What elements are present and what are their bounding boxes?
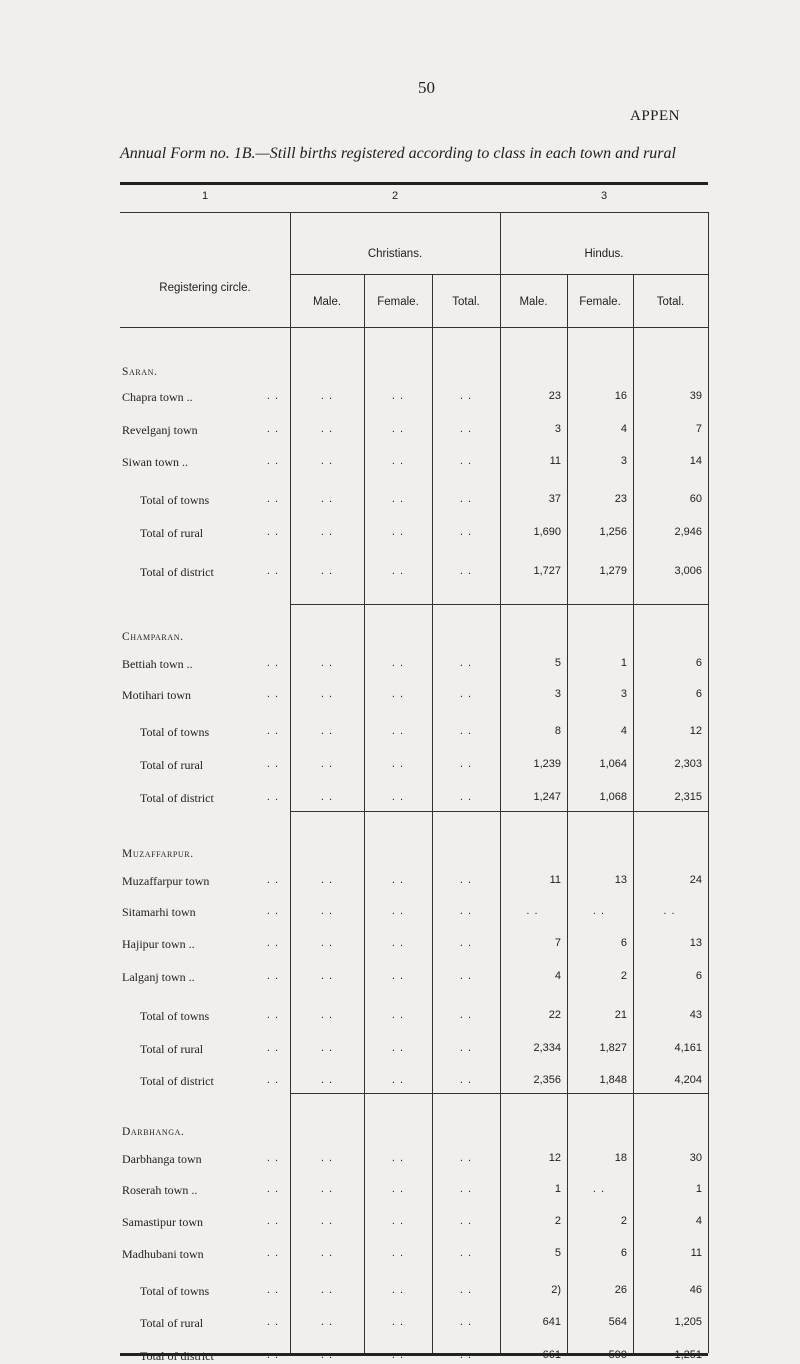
hindu-cell: 1,247 xyxy=(533,790,561,803)
row-label: Total of district xyxy=(140,565,214,580)
christian-cell: . . xyxy=(459,725,473,738)
christian-cell: . . xyxy=(391,1041,405,1054)
hindus-header: Hindus. xyxy=(584,248,624,260)
christian-cell: . . xyxy=(320,904,334,917)
hindu-cell: 3 xyxy=(620,687,627,700)
christian-cell: . . xyxy=(391,526,405,539)
hindu-cell: 1,690 xyxy=(533,526,561,539)
christian-cell: . . xyxy=(391,1008,405,1021)
christian-cell: . . xyxy=(459,1151,473,1164)
subheader-male: Male. xyxy=(519,296,548,308)
hindu-cell: 1,205 xyxy=(674,1316,702,1329)
column-number: 2 xyxy=(391,190,399,202)
hindu-cell: 6 xyxy=(695,687,702,700)
hindu-cell: 11 xyxy=(549,455,561,468)
row-label: Chapra town .. xyxy=(122,390,193,405)
row-leader: . . xyxy=(266,1214,280,1227)
christian-cell: . . xyxy=(391,1316,405,1329)
christian-cell: . . xyxy=(391,790,405,803)
hindu-cell: 21 xyxy=(614,1008,627,1021)
hindu-cell: . . xyxy=(592,904,606,917)
form-title: Annual Form no. 1B.—Still births registered according to class in each town and rural xyxy=(120,145,676,162)
row-leader: . . xyxy=(266,526,280,539)
page-number: 50 xyxy=(418,78,435,97)
christian-cell: . . xyxy=(391,1284,405,1297)
row-label: Revelganj town xyxy=(122,423,198,438)
row-leader: . . xyxy=(266,757,280,770)
hindu-cell: 5 xyxy=(554,657,561,670)
column-divider xyxy=(567,274,568,1353)
row-label: Sitamarhi town xyxy=(122,904,196,919)
christian-cell: . . xyxy=(459,790,473,803)
christian-cell: . . xyxy=(459,937,473,950)
row-leader: . . xyxy=(266,1284,280,1297)
christian-cell: . . xyxy=(459,874,473,887)
hindu-cell: 39 xyxy=(689,390,702,403)
christian-cell: . . xyxy=(459,492,473,505)
hindu-cell: 14 xyxy=(689,455,702,468)
hindu-cell: 12 xyxy=(548,1151,561,1164)
column-number: 1 xyxy=(201,190,209,202)
hindu-cell: 7 xyxy=(554,937,561,950)
hindu-cell: 13 xyxy=(689,937,702,950)
hindu-cell: 2,303 xyxy=(674,757,702,770)
christian-cell: . . xyxy=(391,492,405,505)
hindu-cell: . . xyxy=(526,904,539,917)
christian-cell: . . xyxy=(391,390,405,403)
hindu-cell: 6 xyxy=(620,1247,627,1260)
christian-cell: . . xyxy=(320,565,334,578)
group-header-rule xyxy=(290,274,708,275)
column-divider xyxy=(633,274,634,1353)
christian-cell: . . xyxy=(459,455,473,468)
row-leader: . . xyxy=(266,1073,280,1086)
hindu-cell: 4,204 xyxy=(674,1073,702,1086)
hindu-cell: 30 xyxy=(689,1151,702,1164)
christian-cell: . . xyxy=(391,657,405,670)
christian-cell: . . xyxy=(391,423,405,436)
hindu-cell: 46 xyxy=(689,1284,702,1297)
christian-cell: . . xyxy=(391,937,405,950)
christian-cell: . . xyxy=(459,904,473,917)
registering-circle-header: Registering circle. xyxy=(159,282,251,294)
column-number-rule xyxy=(120,212,708,213)
hindu-cell: 18 xyxy=(614,1151,627,1164)
christian-cell: . . xyxy=(391,1151,405,1164)
christian-cell: . . xyxy=(320,1247,334,1260)
column-number: 3 xyxy=(600,190,608,202)
section-heading: Darbhanga. xyxy=(122,1125,185,1138)
christian-cell: . . xyxy=(391,1214,405,1227)
christian-cell: . . xyxy=(459,1247,473,1260)
christian-cell: . . xyxy=(320,455,334,468)
hindu-cell: 43 xyxy=(689,1008,702,1021)
section-heading: Saran. xyxy=(122,366,158,379)
christian-cell: . . xyxy=(391,757,405,770)
row-label: Total of rural xyxy=(140,1316,204,1331)
christian-cell: . . xyxy=(320,1316,334,1329)
row-leader: . . xyxy=(266,1041,280,1054)
hindu-cell: 1 xyxy=(554,1182,561,1195)
christian-cell: . . xyxy=(391,1182,405,1195)
christian-cell: . . xyxy=(391,1073,405,1086)
row-leader: . . xyxy=(266,492,280,505)
hindu-cell: 2 xyxy=(620,1214,627,1227)
christian-cell: . . xyxy=(320,937,334,950)
christian-cell: . . xyxy=(459,757,473,770)
christian-cell: . . xyxy=(320,1073,334,1086)
row-label: Total of rural xyxy=(140,526,204,541)
christian-cell: . . xyxy=(320,874,334,887)
christian-cell: . . xyxy=(459,657,473,670)
hindu-cell: 23 xyxy=(614,492,627,505)
row-leader: . . xyxy=(266,904,280,917)
subheader-female: Female. xyxy=(579,296,621,308)
top-rule xyxy=(120,182,708,185)
hindu-cell: 4 xyxy=(695,1214,702,1227)
christian-cell: . . xyxy=(459,390,473,403)
hindu-cell: 4 xyxy=(620,423,627,436)
row-label: Total of towns xyxy=(140,1008,210,1023)
christians-header: Christians. xyxy=(367,248,423,260)
hindu-cell: 13 xyxy=(614,874,627,887)
hindu-cell: 3 xyxy=(620,455,627,468)
header-bottom-rule xyxy=(120,327,708,328)
christian-cell: . . xyxy=(391,687,405,700)
christian-cell: . . xyxy=(459,423,473,436)
row-label: Siwan town .. xyxy=(122,455,188,470)
christian-cell: . . xyxy=(320,657,334,670)
hindu-cell: 24 xyxy=(689,874,702,887)
christian-cell: . . xyxy=(320,757,334,770)
section-heading: Muzaffarpur. xyxy=(122,848,194,861)
christian-cell: . . xyxy=(320,1151,334,1164)
row-label: Total of rural xyxy=(140,1041,204,1056)
subheader-female: Female. xyxy=(377,296,419,308)
hindu-cell: 2 xyxy=(620,969,627,982)
subheader-total: Total. xyxy=(656,296,685,308)
row-label: Bettiah town .. xyxy=(122,657,193,672)
bottom-rule xyxy=(120,1353,708,1356)
hindu-cell: 1,064 xyxy=(599,757,627,770)
hindu-cell: 1,068 xyxy=(599,790,627,803)
hindu-cell: 11 xyxy=(690,1247,702,1260)
christian-cell: . . xyxy=(320,526,334,539)
christian-cell: . . xyxy=(320,1041,334,1054)
christian-cell: . . xyxy=(320,492,334,505)
row-leader: . . xyxy=(266,1316,280,1329)
hindu-cell: 8 xyxy=(554,725,561,738)
christian-cell: . . xyxy=(459,1284,473,1297)
row-label: Madhubani town xyxy=(122,1247,204,1262)
christian-cell: . . xyxy=(391,725,405,738)
subheader-male: Male. xyxy=(312,296,342,308)
christian-cell: . . xyxy=(320,969,334,982)
row-label: Total of district xyxy=(140,790,214,805)
hindu-cell: 4 xyxy=(620,725,627,738)
hindu-cell: 4 xyxy=(554,969,561,982)
christian-cell: . . xyxy=(320,725,334,738)
christian-cell: . . xyxy=(459,1316,473,1329)
row-label: Hajipur town .. xyxy=(122,937,195,952)
christian-cell: . . xyxy=(320,423,334,436)
row-leader: . . xyxy=(266,565,280,578)
hindu-cell: 1,239 xyxy=(533,757,561,770)
row-leader: . . xyxy=(266,1151,280,1164)
row-leader: . . xyxy=(266,687,280,700)
christian-cell: . . xyxy=(391,565,405,578)
row-label: Total of rural xyxy=(140,757,204,772)
appendix-heading: APPEN xyxy=(630,108,681,124)
christian-cell: . . xyxy=(391,969,405,982)
christian-cell: . . xyxy=(391,874,405,887)
hindu-cell: 4,161 xyxy=(674,1041,702,1054)
hindu-cell: 6 xyxy=(695,657,702,670)
hindu-cell: 1,727 xyxy=(533,565,561,578)
christian-cell: . . xyxy=(320,1008,334,1021)
hindu-cell: 23 xyxy=(548,390,561,403)
row-label: Muzaffarpur town xyxy=(122,874,210,889)
hindu-cell: 7 xyxy=(695,423,702,436)
christian-cell: . . xyxy=(459,1041,473,1054)
christian-cell: . . xyxy=(459,1182,473,1195)
column-divider xyxy=(500,212,501,1353)
column-divider xyxy=(708,212,709,1353)
hindu-cell: 16 xyxy=(614,390,627,403)
row-leader: . . xyxy=(266,969,280,982)
christian-cell: . . xyxy=(320,1182,334,1195)
hindu-cell: 3 xyxy=(554,687,561,700)
hindu-cell: 12 xyxy=(689,725,702,738)
christian-cell: . . xyxy=(459,1073,473,1086)
christian-cell: . . xyxy=(459,687,473,700)
christian-cell: . . xyxy=(320,390,334,403)
hindu-cell: 1,827 xyxy=(599,1041,627,1054)
row-label: Total of towns xyxy=(140,725,210,740)
section-rule xyxy=(290,811,708,812)
row-leader: . . xyxy=(266,657,280,670)
hindu-cell: 6 xyxy=(620,937,627,950)
christian-cell: . . xyxy=(391,1247,405,1260)
hindu-cell: 3,006 xyxy=(674,565,702,578)
hindu-cell: 1 xyxy=(620,657,627,670)
christian-cell: . . xyxy=(459,969,473,982)
christian-cell: . . xyxy=(459,1214,473,1227)
row-leader: . . xyxy=(266,423,280,436)
hindu-cell: 22 xyxy=(548,1008,561,1021)
hindu-cell: 2) xyxy=(551,1284,561,1297)
row-label: Total of towns xyxy=(140,492,210,507)
christian-cell: . . xyxy=(459,1008,473,1021)
christian-cell: . . xyxy=(459,526,473,539)
row-label: Lalganj town .. xyxy=(122,969,195,984)
row-label: Samastipur town xyxy=(122,1214,203,1229)
hindu-cell: 2,356 xyxy=(533,1073,561,1086)
hindu-cell: 3 xyxy=(554,423,561,436)
row-leader: . . xyxy=(266,790,280,803)
row-leader: . . xyxy=(266,874,280,887)
row-leader: . . xyxy=(266,390,280,403)
section-rule xyxy=(290,604,708,605)
hindu-cell: 1,256 xyxy=(599,526,627,539)
row-leader: . . xyxy=(266,455,280,468)
hindu-cell: . . xyxy=(592,1182,606,1195)
hindu-cell: 11 xyxy=(549,874,561,887)
hindu-cell: 6 xyxy=(695,969,702,982)
row-leader: . . xyxy=(266,1008,280,1021)
hindu-cell: 60 xyxy=(689,492,702,505)
row-label xyxy=(140,1349,214,1364)
row-label: Motihari town xyxy=(122,687,191,702)
hindu-cell: 2,334 xyxy=(533,1041,561,1054)
row-label: Total of towns xyxy=(140,1284,210,1299)
christian-cell: . . xyxy=(320,687,334,700)
row-label: Roserah town .. xyxy=(122,1182,198,1197)
section-heading: Champaran. xyxy=(122,630,184,643)
hindu-cell: 641 xyxy=(542,1316,561,1329)
column-divider xyxy=(290,212,291,1353)
christian-cell: . . xyxy=(459,565,473,578)
christian-cell: . . xyxy=(320,1284,334,1297)
christian-cell: . . xyxy=(391,904,405,917)
hindu-cell: 1,848 xyxy=(599,1073,627,1086)
christian-cell: . . xyxy=(320,790,334,803)
hindu-cell: 2,315 xyxy=(674,790,702,803)
hindu-cell: 564 xyxy=(608,1316,627,1329)
hindu-cell: 2 xyxy=(554,1214,561,1227)
row-leader: . . xyxy=(266,937,280,950)
hindu-cell: 1,279 xyxy=(599,565,627,578)
christian-cell: . . xyxy=(391,455,405,468)
row-leader: . . xyxy=(266,1247,280,1260)
subheader-total: Total. xyxy=(452,296,480,308)
hindu-cell: 5 xyxy=(554,1247,561,1260)
hindu-cell: 2,946 xyxy=(674,526,702,539)
row-leader: . . xyxy=(266,725,280,738)
hindu-cell: 1 xyxy=(695,1182,702,1195)
row-leader: . . xyxy=(266,1182,280,1195)
christian-cell: . . xyxy=(320,1214,334,1227)
section-rule xyxy=(290,1093,708,1094)
hindu-cell: 26 xyxy=(614,1284,627,1297)
hindu-cell: . . xyxy=(663,904,676,917)
hindu-cell: 37 xyxy=(548,492,561,505)
row-label: Total of district xyxy=(140,1073,214,1088)
row-label: Darbhanga town xyxy=(122,1151,202,1166)
